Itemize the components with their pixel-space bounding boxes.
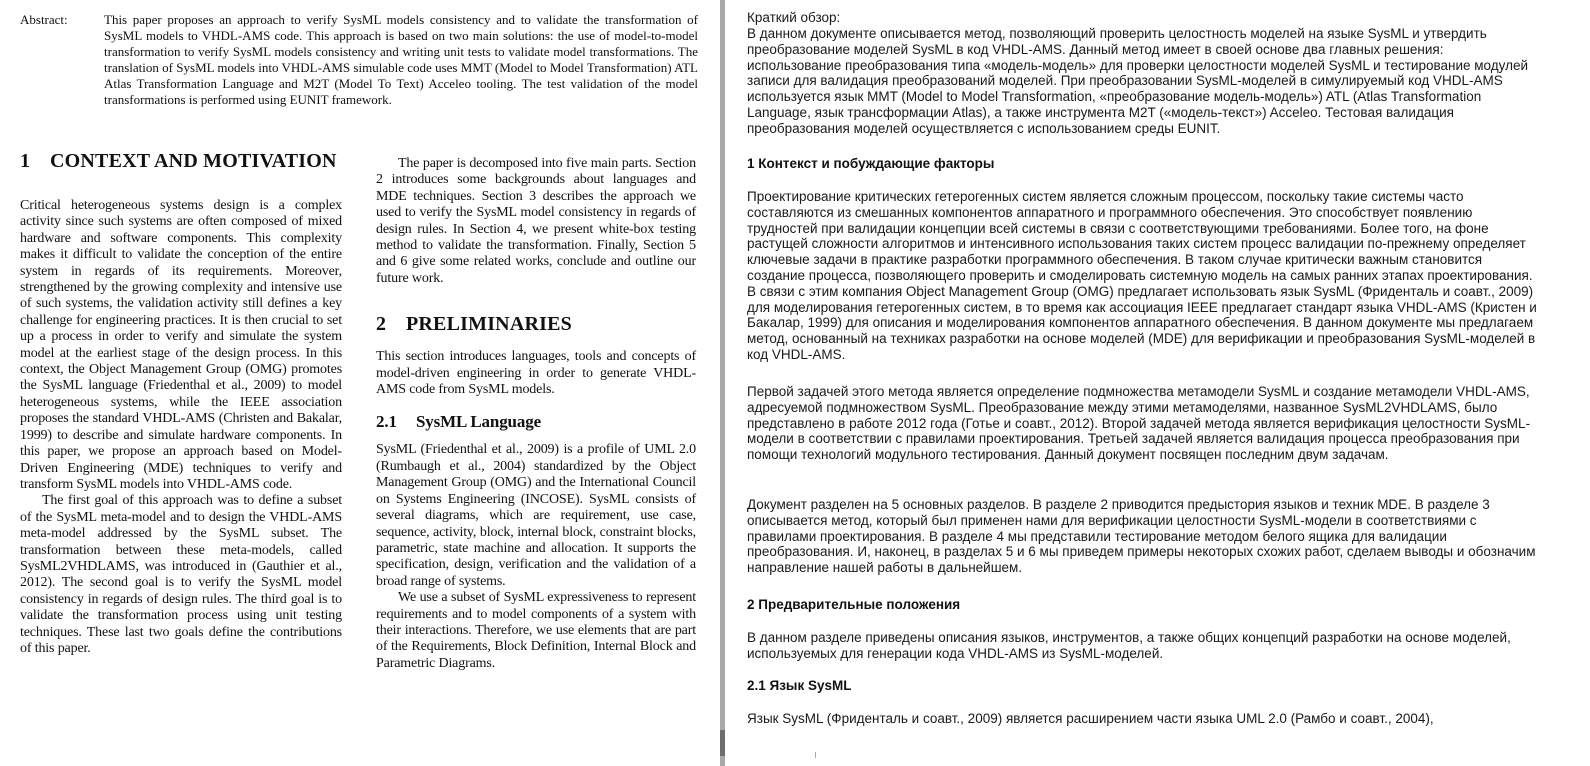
splitter-handle[interactable] (720, 730, 725, 756)
section-1-paragraph-1: Critical heterogeneous systems design is a complex activity since such systems are often composed of mixed hardware and software components. This complexity makes it difficult to validate the conception of the entire system in regards of its requirements. Moreover, strengthened by the growing complexity and intensive use of such systems, the validation activity still defines a key challenge for engineering practices. It is then crucial to set up a process in order to verify and simulate the system model at the earliest stage of the design process. In this context, the Object Management Group (OMG) promotes the SysML language (Friedenthal et al., 2009) to model heterogeneous systems, while the IEEE association proposes the standard VHDL-AMS (Christen and Bakalar, 1999) to describe and simulate hardware components. In this paper, we propose an approach based on Model-Driven Engineering (MDE) techniques to verify and transform SysML models into VHDL-AMS code. (20, 198, 342, 492)
section-1-title: CONTEXT AND MOTIVATION (50, 150, 337, 172)
subsection-2-1-paragraph-2: We use a subset of SysML expressiveness to represent requirements and to model components of a system with their interactions. Therefore, we use elements that are part of the Requirements, Block Definition, Internal Block and Parametric Diagrams. (376, 590, 696, 671)
russian-translation-page (727, 0, 1590, 766)
outline-paragraph: The paper is decomposed into five main parts. Section 2 introduces some backgrounds about languages and MDE techniques. Section 3 describes the approach we used to verify the SysML model consistency in regards of design rules. In Section 4, we present white-box testing method to validate the transformation. Finally, Section 5 and 6 give some related works, conclude and outline our future work. (376, 156, 696, 286)
ru-section-2-paragraph: В данном разделе приведены описания языков, инструментов, а также общих концепций разработки на основе моделей, используемых для генерации кода VHDL-AMS из SysML-моделей. (747, 630, 1511, 661)
section-1-number: 1 (20, 150, 31, 172)
right-column (376, 156, 696, 672)
section-2-number: 2 (376, 313, 387, 336)
ru-section-1-paragraph-3: Документ разделен на 5 основных разделов. В разделе 2 приводится предыстория языков и техник MDE. В разделе 3 описывается метод, который был применен нами для верификации целостности SysML-модели в соответствиями с правилами проектирования. В разделе 4 мы представили тестирование методом белого ящика для валидации преобразования. И, наконец, в разделах 5 и 6 мы приведем примеры некоторых схожих работ, сделаем выводы и обозначим направление нашей работы в дальнейшем. (747, 497, 1536, 576)
subsection-2-1-title: SysML Language (416, 412, 541, 432)
ru-section-1-paragraph-2: Первой задачей этого метода является определение подмножества метамодели SysML и создание метамодели VHDL-AMS, адресуемой подмножеством SysML. Преобразование между этими метамоделями, названное SysML2VHDLAMS, было представлено в работе 2012 года (Готье и соавт., 2012). Второй задачей метода является верификация целостности SysML-модели в соответствии с правилами проектирования. Третьей задачей является валидация процесса преобразования при помощи технологий модульного тестирования. Данный документ посвящен последним двум задачам. (747, 384, 1531, 463)
subsection-2-1-number: 2.1 (376, 412, 397, 432)
section-1-heading (20, 150, 342, 172)
section-1-paragraph-2: The first goal of this approach was to define a subset of the SysML meta-model and to design the VHDL-AMS meta-model addressed by the SysML subset. The transformation between these meta-models, called SysML2VHDLAMS, was introduced in (Gauthier et al., 2012). The second goal is to verify the SysML model consistency in regards of design rules. The third goal is to validate the transformation process using unit testing techniques. These last two goals define the contributions of this paper. (20, 493, 342, 656)
left-column (20, 150, 342, 657)
ru-section-2-heading: 2 Предварительные положения (747, 597, 961, 612)
subsection-2-1-paragraph-1: SysML (Friedenthal et al., 2009) is a profile of UML 2.0 (Rumbaugh et al., 2004) standardized by the Object Management Group (OMG) and the International Council on Systems Engineering (INCOSE). SysML consists of several diagrams, which are requirement, use case, sequence, activity, block, internal block, constraint blocks, parametric, state machine and allocation. It supports the specification, design, verification and the validation of a broad range of systems. (376, 442, 696, 589)
subsection-2-1-heading (376, 412, 696, 432)
ru-subsection-2-1-heading: 2.1 Язык SysML (747, 678, 852, 693)
abstract-label: Abstract: (20, 12, 68, 27)
ru-summary-label: Краткий обзор: (747, 10, 841, 25)
english-paper-page (0, 0, 718, 766)
pane-splitter[interactable] (720, 0, 725, 766)
ru-subsection-2-1-paragraph: Язык SysML (Фриденталь и соавт., 2009) является расширением части языка UML 2.0 (Рамбо и соавт., 2004), (747, 711, 1434, 726)
section-2-title: PRELIMINARIES (406, 313, 572, 336)
section-2-heading (376, 313, 696, 335)
ru-summary-text: В данном документе описывается метод, позволяющий проверить целостность моделей на языке SysML и утвердить преобразование моделей SysML в код VHDL-AMS. Данный метод имеет в своей основе два главных решения: использование преобразования типа «модель-модель» для проверки целостности моделей SysML и тестирование модулей записи для валидация преобразований моделей. При преобразовании SysML-моделей в симулируемый код VHDL-AMS используется язык MMT (Model to Model Transformation, «преобразование модель-модель») ATL (Atlas Transformation Language, язык трансформации Atlas), а также инструмента M2T («модель-текст») Acceleo. Тестовая валидация преобразования моделей осуществляется с использованием среды EUNIT. (747, 26, 1528, 136)
text-cursor-mark (815, 752, 816, 758)
abstract-text: This paper proposes an approach to verify SysML models consistency and to validate the transformation of SysML models to VHDL-AMS code. This approach is based on two main solutions: the use of model-to-model transformation to verify SysML models consistency and writing unit tests to validate model transformations. The translation of SysML models into VHDL-AMS simulable code uses MMT (Model to Model Transformation) ATL Atlas Transformation Language and M2T (Model To Text) Acceleo tooling. The test validation of the model transformations is performed using EUNIT framework. (104, 12, 698, 107)
ru-section-1-heading: 1 Контекст и побуждающие факторы (747, 156, 995, 171)
ru-section-1-paragraph-1: Проектирование критических гетерогенных систем является сложным процессом, поскольку такие системы часто составляются из смешанных компонентов аппаратного и программного обеспечения. Это способствует появлению трудностей при валидации концепции всей системы в связи с соответствующими требованиями. Более того, на фоне растущей сложности алгоритмов и интенсивного использования таких систем процесс валидации по-прежнему определяет ключевые задачи в практике разработки программного обеспечения. В таком случае критически важным становится создание процесса, позволяющего проверить и смоделировать системную модель на самых ранних этапах проектирования. В связи с этим компания Object Management Group (OMG) предлагает использовать язык SysML (Фриденталь и соавт., 2009) для моделирования гетерогенных систем, в то время как ассоциация IEEE предлагает стандарт языка VHDL-AMS (Кристен и Бакалар, 1999) для описания и моделирования компонентов аппаратного обеспечения. В данном документе мы предлагаем метод, основанный на техниках разработки на основе моделей (MDE) для верификации и преобразования SysML-моделей в код VHDL-AMS. (747, 189, 1537, 362)
section-2-paragraph: This section introduces languages, tools and concepts of model-driven engineering in order to generate VHDL-AMS code from SysML models. (376, 349, 696, 398)
